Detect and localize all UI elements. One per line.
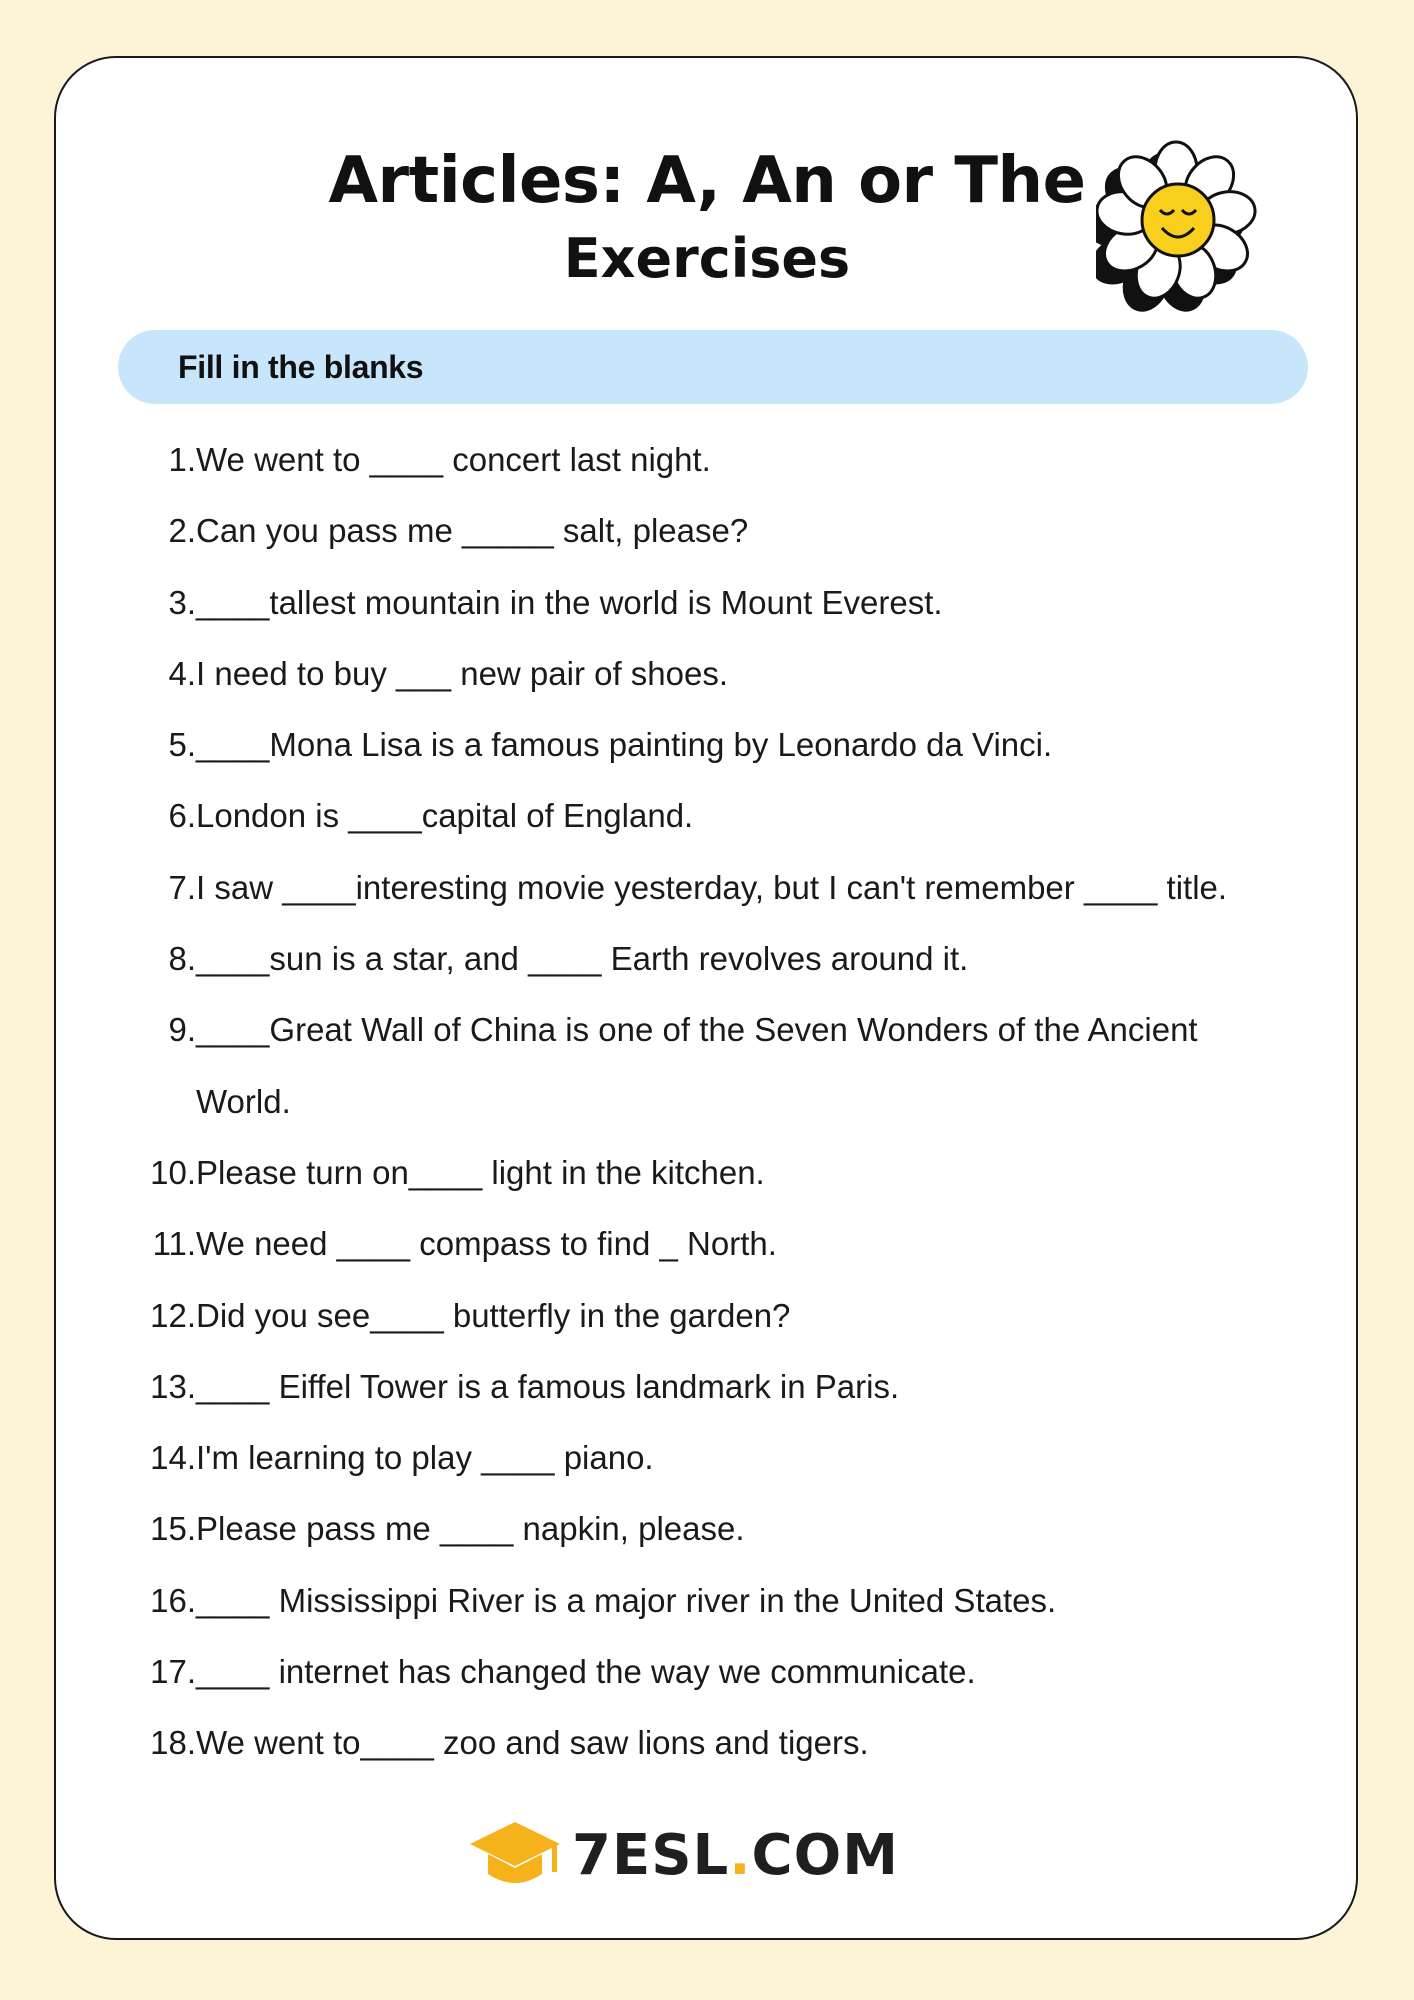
exercise-text: I saw ____interesting movie yesterday, but I can't remember ____ title. [196, 868, 1228, 906]
exercise-number: 10. [150, 1153, 196, 1191]
exercise-number: 4. [168, 654, 196, 692]
exercise-item [140, 495, 1300, 566]
exercise-number: 9. [168, 1011, 196, 1049]
brand-logo [468, 1816, 908, 1896]
exercise-number: 7. [168, 868, 196, 906]
section-label: Fill in the blanks [178, 349, 424, 385]
exercise-text: We went to____ zoo and saw lions and tigers. [196, 1724, 869, 1762]
logo-text-main: 7ESL [572, 1823, 730, 1888]
exercise-number: 3. [168, 583, 196, 621]
exercise-number: 14. [150, 1439, 196, 1477]
exercise-item [140, 567, 1300, 638]
exercise-text: Please pass me ____ napkin, please. [196, 1510, 745, 1548]
exercise-number: 16. [150, 1581, 196, 1619]
exercise-number: 18. [150, 1724, 196, 1762]
logo-text-dot: . [729, 1823, 752, 1888]
exercise-item [140, 923, 1300, 994]
exercise-text: ____ Mississippi River is a major river in the United States. [196, 1581, 1057, 1619]
exercise-item [140, 1493, 1300, 1564]
exercise-number: 5. [168, 726, 196, 764]
exercise-number: 15. [150, 1510, 196, 1548]
exercise-text: Can you pass me _____ salt, please? [196, 512, 749, 550]
exercise-text: ____Great Wall of China is one of the Seven Wonders of the Ancient World. [196, 1011, 1198, 1120]
exercise-item [140, 709, 1300, 780]
exercise-item [140, 1707, 1300, 1778]
exercise-item [140, 852, 1300, 923]
exercise-item [140, 638, 1300, 709]
exercise-text: ____ Eiffel Tower is a famous landmark in Paris. [196, 1367, 900, 1405]
logo-text [572, 1816, 899, 1896]
exercise-number: 6. [168, 797, 196, 835]
exercise-text: We went to ____ concert last night. [196, 441, 711, 478]
exercise-number: 17. [150, 1653, 196, 1691]
exercise-text: ____Mona Lisa is a famous painting by Leonardo da Vinci. [196, 726, 1053, 764]
exercise-item [140, 780, 1300, 851]
exercise-text: ____sun is a star, and ____ Earth revolves around it. [196, 940, 969, 978]
exercise-text: Did you see____ butterfly in the garden? [196, 1296, 791, 1334]
exercise-number: 13. [150, 1367, 196, 1405]
smiling-flower-icon [1096, 130, 1276, 314]
exercise-list [140, 424, 1300, 1779]
exercise-item [140, 1208, 1300, 1279]
exercise-number: 12. [150, 1296, 196, 1334]
exercise-text: I need to buy ___ new pair of shoes. [196, 654, 729, 692]
exercise-text: Please turn on____ light in the kitchen. [196, 1153, 765, 1191]
exercise-item [140, 1280, 1300, 1351]
exercise-item [140, 1351, 1300, 1422]
title-sub: Exercises [563, 227, 851, 290]
exercise-number: 2. [168, 512, 196, 550]
title-main: Articles: A, An or The [328, 144, 1086, 218]
exercise-item [140, 994, 1300, 1137]
exercise-item [140, 1636, 1300, 1707]
logo-text-tail: COM [751, 1823, 899, 1888]
exercise-text: ____tallest mountain in the world is Mount Everest. [196, 583, 943, 621]
exercise-item [140, 1137, 1300, 1208]
exercise-text: We need ____ compass to find _ North. [196, 1225, 777, 1263]
exercise-number: 11. [152, 1225, 196, 1263]
exercise-number: 1. [168, 441, 196, 478]
graduation-cap-icon [468, 1816, 562, 1896]
exercise-item [140, 1565, 1300, 1636]
page-title [290, 138, 1124, 294]
exercise-item [140, 1422, 1300, 1493]
section-banner [118, 330, 1308, 404]
exercise-text: I'm learning to play ____ piano. [196, 1439, 654, 1477]
exercise-text: ____ internet has changed the way we communicate. [196, 1653, 976, 1691]
exercise-number: 8. [168, 940, 196, 978]
exercise-text: London is ____capital of England. [196, 797, 694, 835]
exercise-item [140, 424, 1300, 495]
